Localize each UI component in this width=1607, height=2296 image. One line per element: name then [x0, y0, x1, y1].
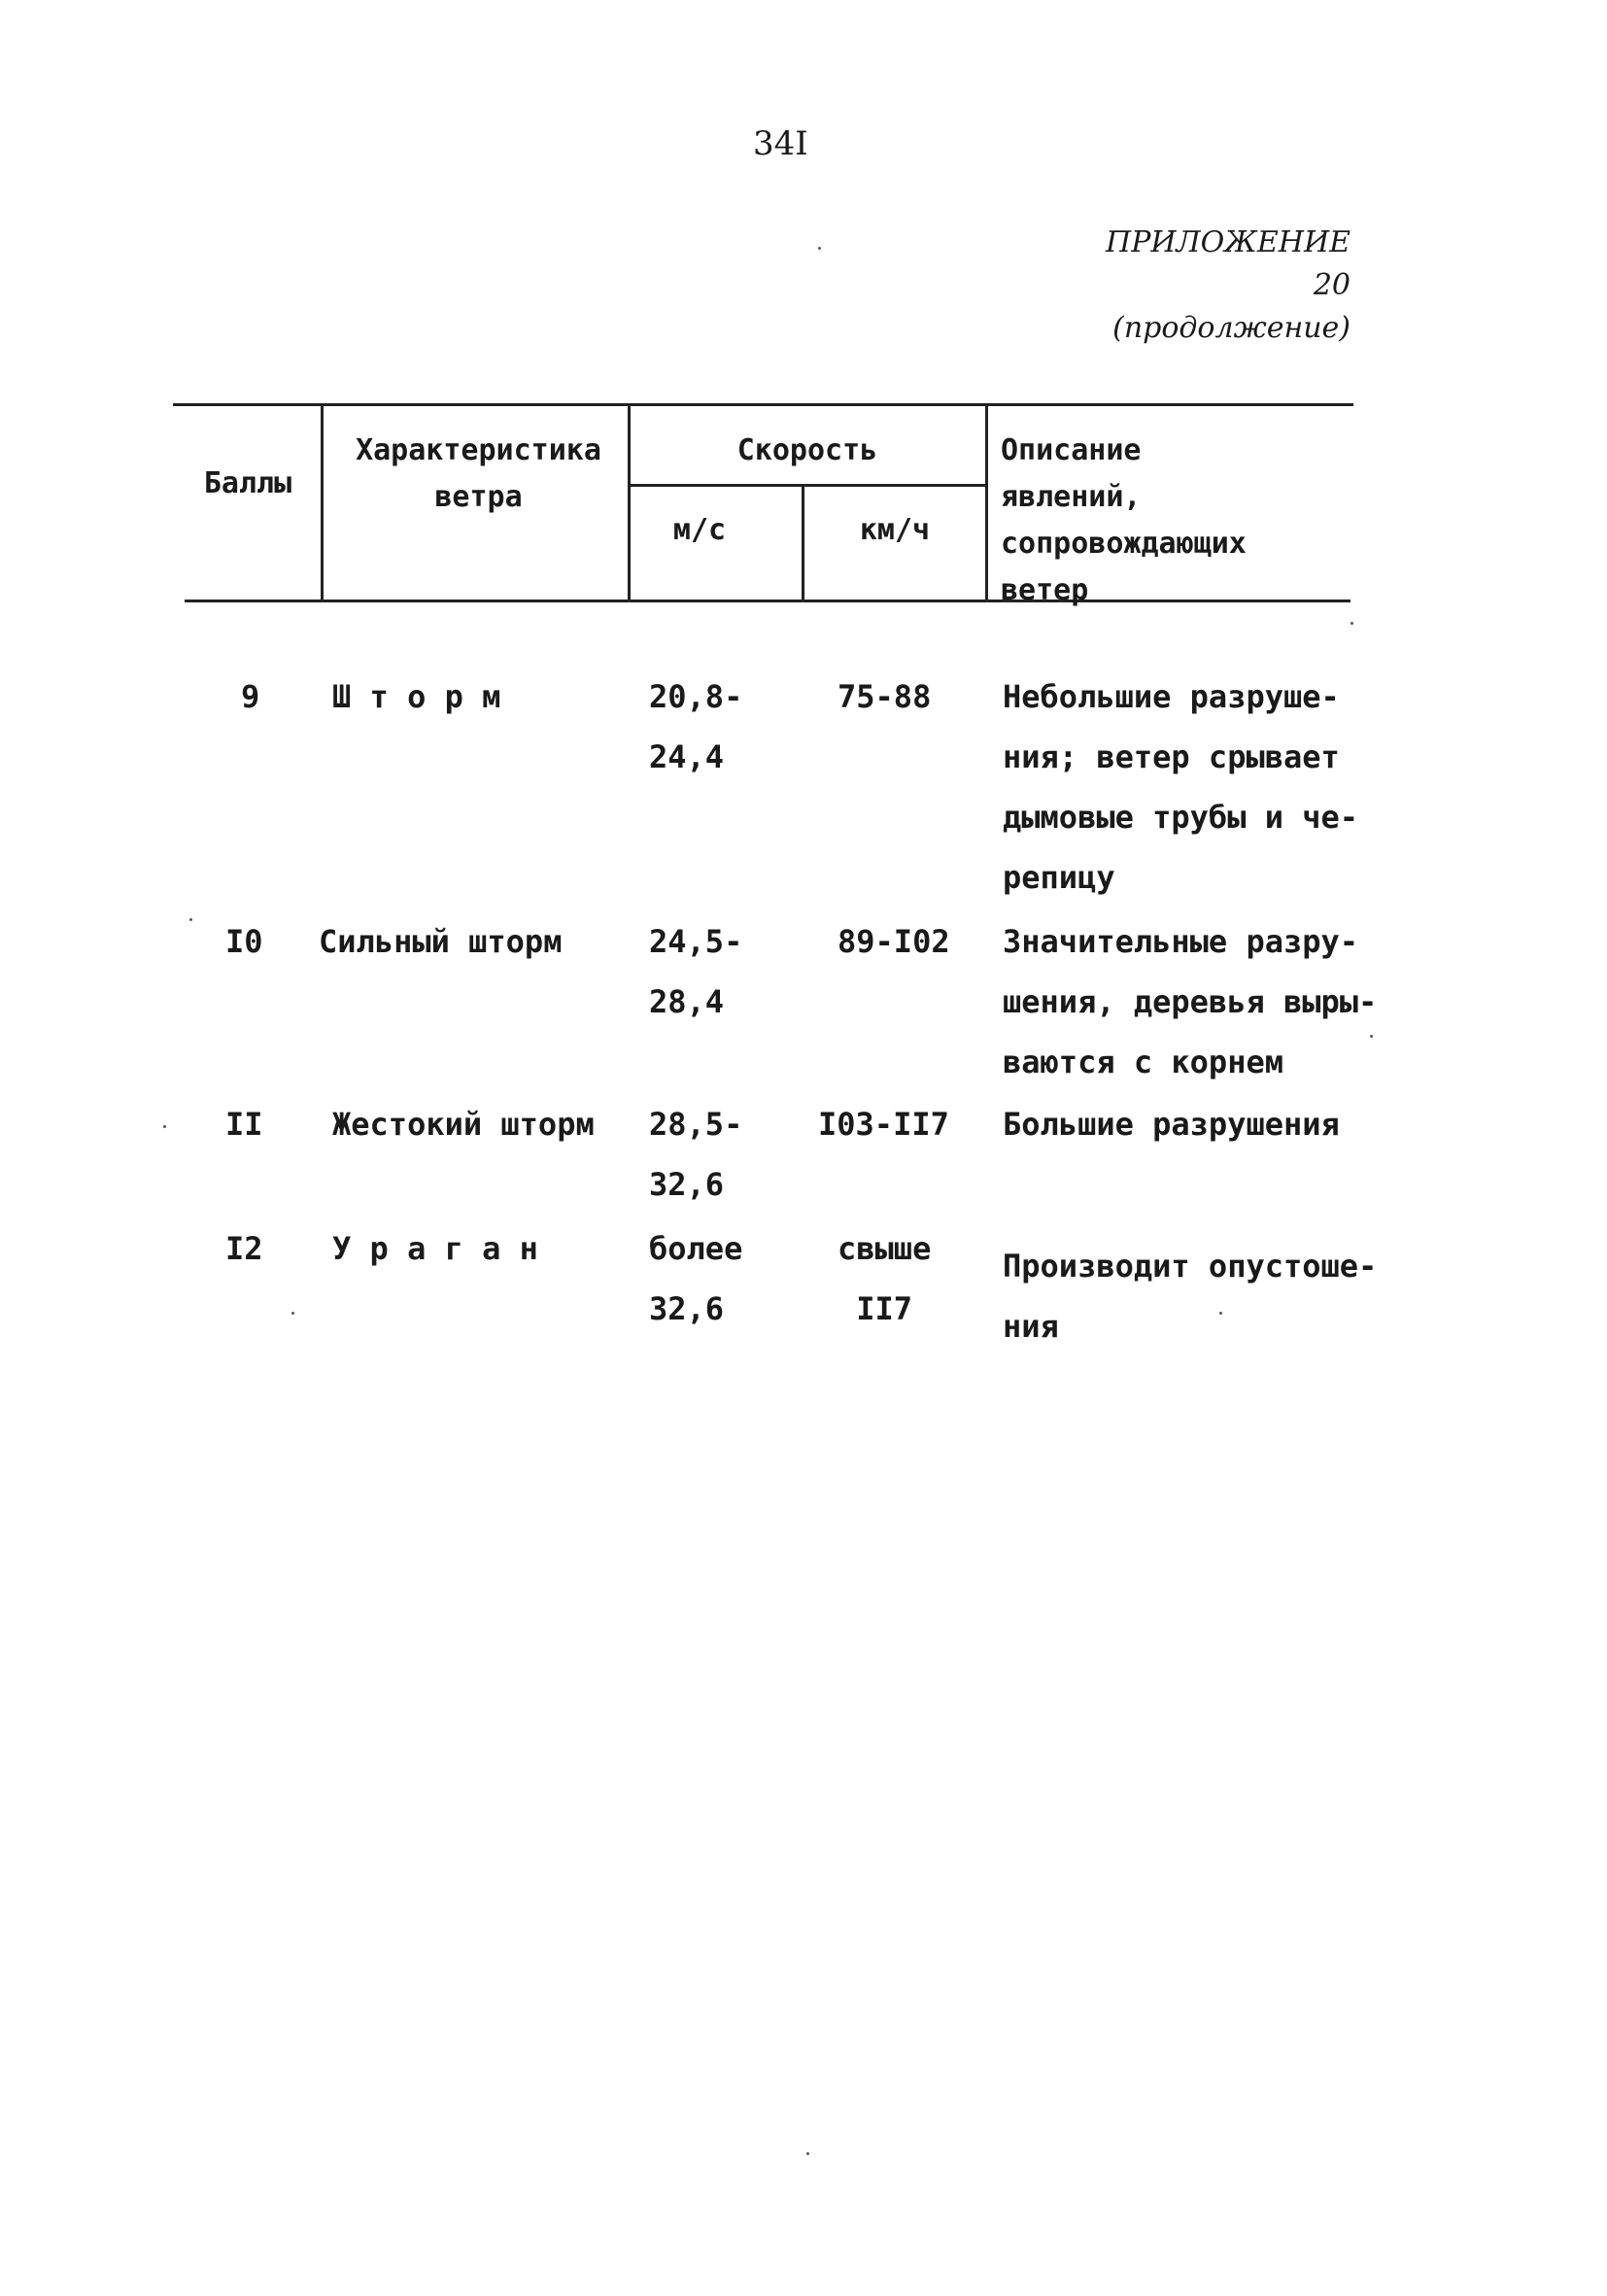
table-top-rule [173, 403, 1353, 406]
header-speed-kmh: км/ч [859, 513, 931, 547]
header-balls: Баллы [203, 466, 292, 500]
speed-subheader-rule [630, 484, 986, 487]
page-number: 34I [753, 124, 808, 163]
column-divider-3 [802, 484, 804, 602]
row-description: Большие разрушения [1003, 1106, 1340, 1143]
row-balls: I2 [225, 1230, 263, 1267]
row-speed-kmh: I03-II7 [818, 1106, 949, 1143]
row-description: Небольшие разруше- ния; ветер срывает дымовые трубы и че- репицу [1003, 678, 1359, 896]
row-balls: 9 [241, 678, 260, 715]
scan-speck [1351, 622, 1353, 625]
row-wind-name: Сильный шторм [319, 923, 563, 960]
row-speed-ms: 20,8- 24,4 [649, 678, 743, 775]
row-description: Значительные разру- шения, деревья выры- ваются с корнем [1003, 923, 1378, 1080]
column-divider-1 [321, 403, 324, 602]
column-divider-2 [628, 403, 631, 602]
appendix-subtitle: (продолжение) [1112, 311, 1351, 345]
row-wind-name: Жестокий шторм [332, 1106, 595, 1143]
scan-speck [806, 2152, 809, 2155]
header-speed: Скорость [736, 433, 878, 467]
row-speed-ms: более 32,6 [649, 1230, 743, 1327]
row-description: Производит опустоше- ния [1003, 1248, 1378, 1345]
row-speed-kmh: свыше II7 [838, 1230, 932, 1327]
scan-speck [1370, 1035, 1373, 1038]
header-speed-ms: м/с [672, 513, 727, 547]
scan-speck [189, 918, 192, 921]
scan-speck [291, 1312, 294, 1315]
row-speed-kmh: 75-88 [838, 678, 932, 715]
row-wind-name: Ш т о р м [332, 678, 501, 715]
scan-speck [163, 1125, 166, 1128]
row-balls: I0 [225, 923, 263, 960]
header-wind-characteristic: Характеристика ветра [356, 433, 601, 514]
header-description: Описание явлений, сопровождающих ветер [1001, 433, 1247, 607]
row-balls: II [225, 1106, 263, 1143]
scan-speck [1219, 1312, 1222, 1315]
row-speed-ms: 24,5- 28,4 [649, 923, 743, 1020]
row-speed-kmh: 89-I02 [838, 923, 950, 960]
scan-speck [818, 247, 821, 250]
appendix-heading [1088, 222, 1351, 350]
appendix-title: ПРИЛОЖЕНИЕ 20 [1106, 225, 1351, 302]
row-speed-ms: 28,5- 32,6 [649, 1106, 743, 1203]
column-divider-4 [985, 403, 988, 602]
row-wind-name: У р а г а н [332, 1230, 538, 1267]
